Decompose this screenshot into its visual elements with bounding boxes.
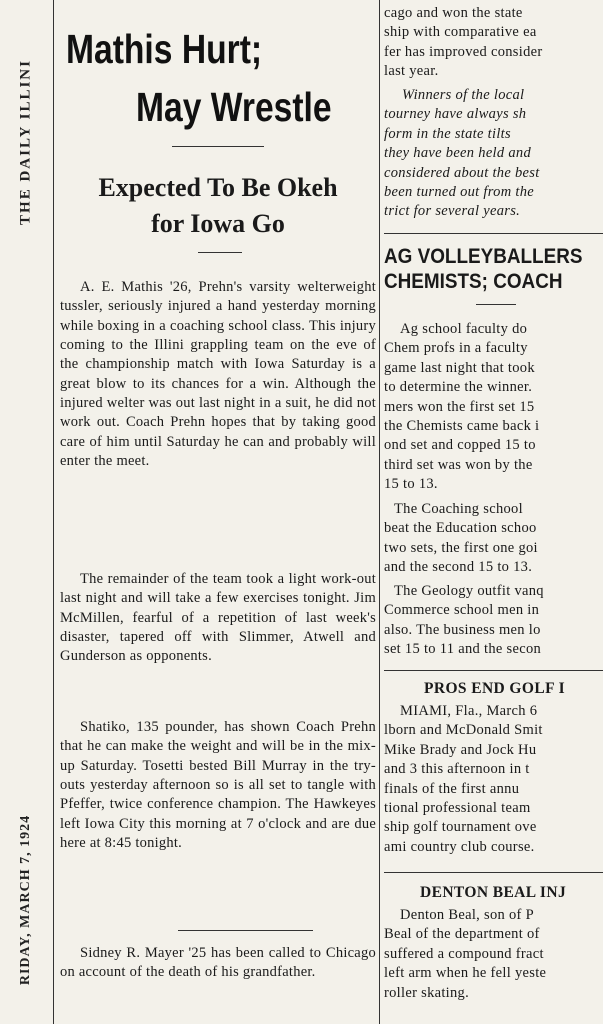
column-rule	[379, 0, 380, 1024]
mathis-article	[60, 0, 376, 1024]
ag-volleyball-headline: AG VOLLEYBALLERS CHEMISTS; COACH	[384, 245, 583, 293]
right-column	[384, 0, 603, 1024]
subhead-divider	[198, 252, 242, 253]
issue-date: RIDAY, MARCH 7, 1924	[18, 814, 33, 986]
article-paragraph: The remainder of the team took a light work-out last night and will take a few exercises tonight. Jim McMillen, fearful of a repetition of last week's disaster, tapered off with Slimmer, Atwell and Gunderson as opponents.	[60, 571, 376, 665]
section-rule	[384, 233, 603, 234]
article-divider	[178, 930, 313, 931]
section-rule	[384, 670, 603, 671]
denton-paragraph: Denton Beal, son of P Beal of the department of suffered a compound fract left arm when he fell yeste roller skating.	[384, 907, 547, 1001]
newspaper-name: THE DAILY ILLINI	[17, 59, 34, 225]
article-paragraph: Sidney R. Mayer '25 has been called to Chicago on account of the death of his grandfather.	[60, 945, 376, 981]
ag-paragraph: The Coaching school beat the Education schoo two sets, the first one goi and the second 15 to 13.	[384, 501, 538, 576]
denton-headline: DENTON BEAL INJ	[420, 884, 567, 901]
ag-paragraph: Ag school faculty do Chem profs in a faculty game last night that took to determine the winner. mers won the first set 15 the Chemists came back i ond set and copped 15 to third set was won by the 15 to 13.	[384, 321, 540, 493]
winners-paragraph: Winners of the local tourney have always sh form in the state tilts they have been held and considered about the best been turned out from the trict for several years.	[384, 87, 540, 220]
ag-paragraph: The Geology outfit vanq Commerce school men in also. The business men lo set 15 to 11 and the secon	[384, 583, 544, 658]
continued-text: cago and won the state ship with comparative ea fer has improved consider last year.	[384, 5, 543, 80]
headline-divider	[172, 146, 264, 147]
article-paragraph: A. E. Mathis '26, Prehn's varsity welterweight tussler, seriously injured a hand yesterday morning while boxing in a coaching school class. This injury coming to the Illini grappling team on the eve of the championship match with Iowa Saturday is a great blow to its chances for a win. Although the injured welter was out last night in a suit, he did not work out. Coach Prehn hopes that by taking good care of him until Saturday he can and probably will enter the meet.	[60, 279, 376, 470]
section-rule	[384, 872, 603, 873]
margin-rule	[53, 0, 54, 1024]
headline-line-2: May Wrestle	[136, 84, 332, 130]
golf-paragraph: MIAMI, Fla., March 6 lborn and McDonald Smit Mike Brady and Jock Hu and 3 this afternoon in t finals of the first annu tional professional team ship golf tournament ove ami country club course.	[384, 703, 543, 855]
article-paragraph: Shatiko, 135 pounder, has shown Coach Prehn that he can make the weight and will be in the mix-up Saturday. Tosetti bested Bill Murray in the try-outs yesterday afternoon so is all set to tangle with Pfeffer, twice conference champion. The Hawkeyes left Iowa City this morning at 7 o'clock and are due here at 8:45 tonight.	[60, 719, 376, 852]
page-margin	[0, 0, 52, 1024]
golf-headline: PROS END GOLF I	[424, 680, 566, 697]
subhead-line-1: Expected To Be Okeh	[98, 173, 338, 202]
subhead-line-2: for Iowa Go	[151, 209, 285, 238]
headline-line-1: Mathis Hurt;	[66, 26, 263, 72]
ag-divider	[476, 304, 516, 305]
